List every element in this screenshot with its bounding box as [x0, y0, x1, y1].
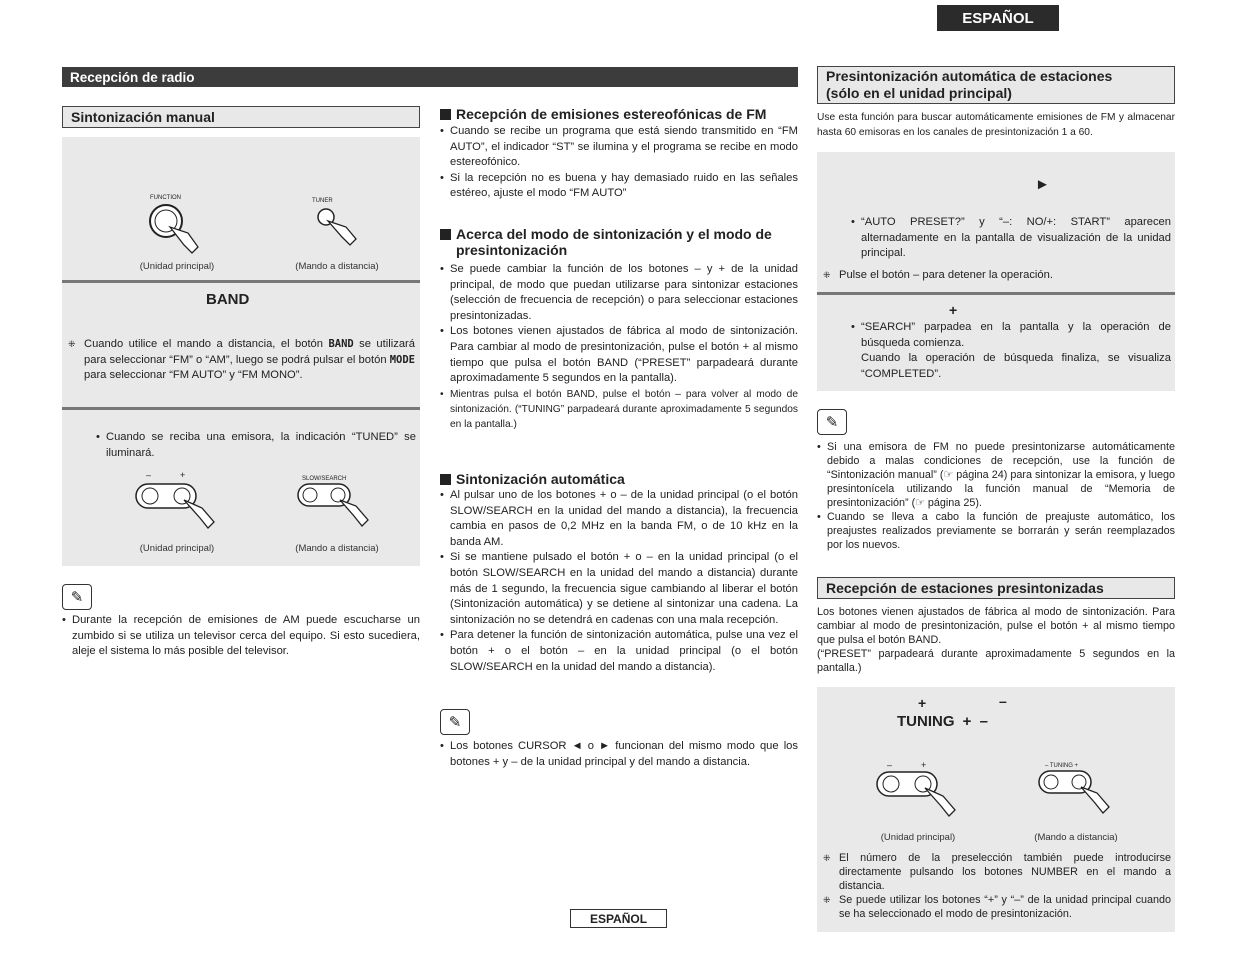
mode-heading: Acerca del modo de sintonización y el modo de presintonización	[440, 226, 798, 258]
mode-item: • Mientras pulsa el botón BAND, pulse el botón – para volver al modo de sintonización. (“TUNING” parpadeará durante aproximadamente 5 segundos en la pantalla.)	[440, 387, 798, 432]
fig2-caption-main: (Unidad principal)	[139, 543, 215, 554]
footer-language: ESPAÑOL	[570, 909, 667, 928]
search-note: • “SEARCH” parpadea en la pantalla y la operación de búsqueda comienza.	[851, 320, 1171, 351]
tuned-note: • Cuando se reciba una emisora, la indicación “TUNED” se iluminará.	[96, 430, 416, 461]
stop-note: ⁜ Pulse el botón – para detener la operación.	[823, 268, 1171, 284]
auto-tuning-heading: Sintonización automática	[440, 471, 798, 487]
am-note: • Durante la recepción de emisiones de AM puede escucharse un zumbido si se utiliza un televisor cerca del equipo. Si esto sucediera, aleje el sistema lo más posible del televisor.	[62, 613, 420, 660]
hand-press-icon	[134, 480, 234, 540]
preset-recv-title: Recepción de estaciones presintonizadas	[817, 577, 1175, 599]
plus-minus-note: ⁜ Se puede utilizar los botones “+” y “–” de la unidad principal cuando se ha seleccionado el modo de presintonización.	[823, 893, 1171, 921]
fig2-caption-remote: (Mando a distancia)	[295, 543, 379, 554]
pencil-icon: ✎	[62, 584, 92, 610]
preset-note: • Cuando se lleva a cabo la función de preajuste automático, los preajustes realizados previamente se borrarán y serán reemplazados por los nuevos.	[817, 510, 1175, 552]
number-note: ⁜ El número de la preselección también puede introducirse directamente pulsando los botones NUMBER en el mando a distancia.	[823, 851, 1171, 893]
auto-item: • Si se mantiene pulsado el botón + o – en la unidad principal (o el botón SLOW/SEARCH en la unidad del mando a distancia) durante más de 1 segundo, la frecuencia sigue cambiando al liberar el botón (Sintonización automática) y se detiene al sintonizar una cadena. La sintonización no se detendrá en cadenas con una mala recepción.	[440, 550, 798, 628]
function-label: FUNCTION	[150, 195, 181, 201]
hand-press-icon	[296, 482, 376, 542]
completed-note: Cuando la operación de búsqueda finaliza, se visualiza “COMPLETED”.	[861, 352, 1171, 380]
minus-label: –	[146, 470, 152, 480]
fig1-caption-remote: (Mando a distancia)	[295, 261, 379, 272]
auto-preset-title: Presintonización automática de estaciones (sólo en el unidad principal)	[817, 66, 1175, 104]
auto-preset-step2-panel	[817, 295, 1175, 391]
plus-label: +	[180, 470, 186, 480]
plus-symbol: +	[949, 302, 958, 318]
hand-press-icon	[312, 203, 362, 253]
stereo-heading: Recepción de emisiones estereofónicas de FM	[440, 106, 798, 122]
fig3-caption-main: (Unidad principal)	[880, 832, 956, 843]
auto-item: • Al pulsar uno de los botones + o – de la unidad principal (o el botón SLOW/SEARCH en la unidad del mando a distancia), la frecuencia cambia en pasos de 0,2 MHz en la banda FM, o de 10 kHz en la banda AM.	[440, 488, 798, 550]
fig3-caption-remote: (Mando a distancia)	[1034, 832, 1118, 843]
mode-item: • Los botones vienen ajustados de fábrica al modo de sintonización. Para cambiar al modo de presintonización, pulse el botón + al mismo tiempo que pulsa el botón BAND (“PRESET” parpadeará durante aproximadamente 5 segundos en la pantalla).	[440, 324, 798, 386]
manual-step2-panel	[62, 283, 420, 407]
manual-step1-panel	[62, 137, 420, 280]
preset-note: • Si una emisora de FM no puede presintonizarse automáticamente debido a malas condiciones de recepción, use la función de “Sintonización manual” (☞ página 24) para sintonizar la emisora, y luego presintonícela utilizando la función manual de “Memoria de presintonización” (☞ página 25).	[817, 440, 1175, 510]
hand-press-icon	[1037, 769, 1117, 829]
section-title: Recepción de radio	[62, 67, 798, 87]
knob-icon	[144, 199, 204, 259]
auto-item: • Para detener la función de sintonización automática, pulse una vez el botón + o el botón – en la unidad principal (o el botón SLOW/SEARCH en la unidad del mando a distancia).	[440, 628, 798, 675]
tuner-label: TUNER	[312, 198, 333, 204]
preset-recv-intro2: (“PRESET” parpadeará durante aproximadamente 5 segundos en la pantalla.)	[817, 648, 1175, 674]
hand-press-icon	[875, 770, 975, 830]
tuning-label: TUNING + –	[897, 713, 988, 730]
stereo-item: • Cuando se recibe un programa que está siendo transmitido en “FM AUTO”, el indicador “ST” se ilumina y el programa se recibe en modo estereofónico.	[440, 124, 798, 171]
plus-label: +	[921, 760, 927, 770]
preset-recv-panel	[817, 687, 1175, 932]
stereo-item: • Si la recepción no es buena y hay demasiado ruido en las señales estéreo, ajuste el modo “FM AUTO”	[440, 171, 798, 202]
language-tab: ESPAÑOL	[937, 5, 1059, 31]
auto-preset-step1-panel	[817, 152, 1175, 292]
auto-preset-note: • “AUTO PRESET?” y “–: NO/+: START” aparecen alternadamente en la pantalla de visualización de la unidad principal.	[851, 215, 1171, 262]
cursor-note: • Los botones CURSOR ◄ o ► funcionan del mismo modo que los botones + y – de la unidad principal y del mando a distancia.	[440, 739, 798, 770]
auto-preset-intro: Use esta función para buscar automáticamente emisiones de FM y almacenar hasta 60 emisoras en los canales de presintonización 1 a 60.	[817, 112, 1175, 138]
pencil-icon: ✎	[440, 709, 470, 735]
manual-tuning-title: Sintonización manual	[62, 106, 420, 128]
band-label: BAND	[206, 291, 250, 308]
pencil-icon: ✎	[817, 409, 847, 435]
play-icon: ►	[1035, 176, 1050, 193]
slow-search-label: SLOW/SEARCH	[302, 476, 347, 482]
remote-band-note: ⁜ Cuando utilice el mando a distancia, el botón BAND se utilizará para seleccionar “FM” o “AM”, luego se podrá pulsar el botón MODE para seleccionar “FM AUTO” y “FM MONO”.	[68, 337, 415, 384]
manual-step3-panel	[62, 410, 420, 566]
mode-item: • Se puede cambiar la función de los botones – y + de la unidad principal, de modo que puedan utilizarse para sintonizar estaciones (selección de frecuencia de recepción) o para seleccionar estaciones presintonizadas.	[440, 262, 798, 324]
tuning-remote-label: – TUNING +	[1045, 763, 1079, 769]
tuning-minus: –	[999, 693, 1007, 709]
preset-recv-intro: Los botones vienen ajustados de fábrica al modo de sintonización. Para cambiar al modo de presintonización, pulse el botón + al mismo tiempo que pulsa el botón BAND.	[817, 606, 1175, 646]
fig1-caption-main: (Unidad principal)	[139, 261, 215, 272]
tuning-plus: +	[918, 695, 927, 711]
minus-label: –	[887, 760, 893, 770]
